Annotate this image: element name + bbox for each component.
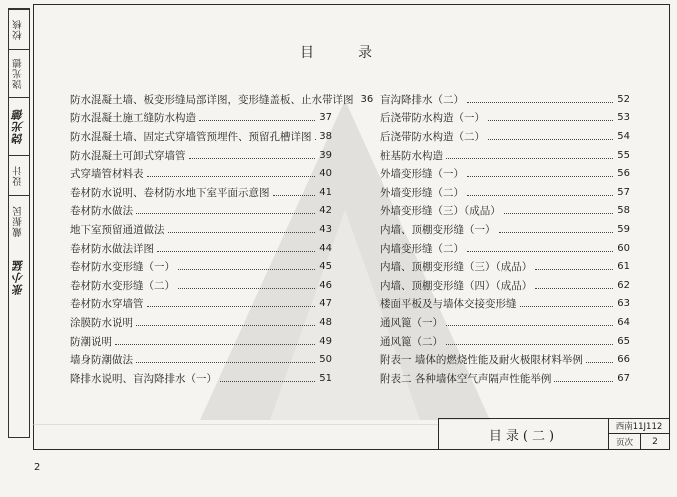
page-title: 目录 [300,45,416,61]
toc-entry [70,332,332,351]
toc-entry-page: 53 [617,112,630,124]
toc-leader-dots [168,232,316,233]
toc-entry-page: 41 [319,186,332,198]
toc-entry [380,350,630,369]
toc-right-column [380,90,630,388]
toc-entry-page: 43 [319,223,332,235]
toc-entry-label: 地下室预留通道做法 [70,223,165,236]
toc-entry-label: 通风篦（二） [380,335,443,348]
toc-entry-label: 防水混凝土墙、板变形缝局部详图，变形缝盖板、止水带详图 [70,93,354,106]
toc-entry-label: 防水混凝土可卸式穿墙管 [70,149,186,162]
toc-leader-dots [147,176,316,177]
title-block-code: 西南11J112 [609,419,669,434]
toc-entry-page: 49 [319,335,332,347]
toc-leader-dots [446,158,613,159]
side-cell-checker-name: 饶光德 [9,49,29,97]
toc-entry-page: 42 [319,205,332,217]
toc-entry-page: 65 [617,335,630,347]
toc-entry [380,146,630,165]
toc-entry-page: 58 [617,205,630,217]
toc-leader-dots [136,325,315,326]
toc-leader-dots [535,269,613,270]
toc-leader-dots [136,362,315,363]
toc-leader-dots [178,288,315,289]
toc-entry-label: 后浇带防水构造（一） [380,112,485,125]
toc-entry-label: 卷材防水变形缝（一） [70,261,175,274]
toc-entry [380,332,630,351]
toc-entry [380,313,630,332]
toc-leader-dots [488,120,613,121]
toc-leader-dots [189,158,316,159]
toc-entry-page: 36 [360,93,374,105]
toc-entry-page: 64 [617,316,630,328]
toc-entry [380,90,630,109]
toc-entry [70,257,332,276]
toc-entry-label: 防水混凝土墙、固定式穿墙管预埋件、预留孔槽详图 [70,130,312,143]
side-cell-designer-name: 戴振民 [9,195,29,247]
toc-entry [380,164,630,183]
toc-entry-label: 通风篦（一） [380,316,443,329]
toc-entry-label: 卷材防水做法详图 [70,242,154,255]
toc-entry-page: 54 [617,130,630,142]
toc-entry-label: 附表一 墙体的燃烧性能及耐火极限材料举例 [380,354,583,367]
title-block-page-number: 2 [652,436,658,447]
toc-entry-label: 防潮说明 [70,335,112,348]
toc-entry [70,202,332,221]
toc-left-column [70,90,374,388]
toc-entry-label: 桩基防水构造 [380,149,443,162]
toc-leader-dots [273,195,316,196]
toc-entry-page: 52 [617,93,630,105]
toc-leader-dots [554,381,613,382]
toc-entry-page: 67 [617,372,630,384]
toc-entry [70,239,332,258]
toc-entry-page: 37 [319,112,332,124]
toc-entry-page: 51 [319,372,332,384]
toc-entry-page: 59 [617,223,630,235]
toc-leader-dots [504,213,614,214]
toc-entry [380,369,630,388]
toc-entry [70,90,374,109]
toc-entry-page: 63 [617,298,630,310]
toc-leader-dots [147,306,316,307]
side-cell-checker-signature: 饶光德 [9,97,29,155]
side-cell-designer-signature: 张小猛 [12,259,25,295]
toc-entry-label: 内墙、顶棚变形缝（四）（成品） [380,279,533,292]
toc-entry-label: 外墙变形缝（一） [380,168,464,181]
toc-leader-dots [115,344,315,345]
toc-entry-page: 62 [617,279,630,291]
sheet-page-number: 2 [34,462,41,473]
toc-entry-page: 50 [319,354,332,366]
toc-entry-label: 外墙变形缝（三）（成品） [380,205,501,218]
title-block [438,418,670,450]
title-block-name: 目录(二) [439,419,609,449]
toc-entry-label: 卷材防水穿墙管 [70,298,144,311]
toc-leader-dots [520,306,614,307]
signature-strip [8,8,30,438]
side-cell-check: 校核 [9,9,29,49]
toc-entry [380,127,630,146]
toc-entry-label: 卷材防水做法 [70,205,133,218]
toc-entry-label: 卷材防水说明、卷材防水地下室平面示意图 [70,186,270,199]
toc-entry [70,127,332,146]
toc-entry-label: 内墙、顶棚变形缝（三）（成品） [380,261,533,274]
toc-leader-dots [467,102,613,103]
toc-leader-dots [499,232,614,233]
toc-entry-page: 60 [617,242,630,254]
toc-entry [70,369,332,388]
toc-entry-page: 66 [617,354,630,366]
toc-entry-label: 式穿墙管材料表 [70,168,144,181]
toc-entry-page: 61 [617,261,630,273]
toc-entry-label: 墙身防潮做法 [70,354,133,367]
toc-entry [380,183,630,202]
toc-leader-dots [535,288,613,289]
toc-leader-dots [586,362,613,363]
toc-entry [380,220,630,239]
toc-leader-dots [488,139,613,140]
toc-leader-dots [199,120,315,121]
toc-leader-dots [220,381,315,382]
toc-entry-label: 楼面平板及与墙体交接变形缝 [380,298,517,311]
toc-entry [380,239,630,258]
toc-entry-page: 44 [319,242,332,254]
toc-entry-label: 附表二 各种墙体空气声隔声性能举例 [380,372,552,385]
toc-leader-dots [467,251,613,252]
toc-entry [380,202,630,221]
toc-entry [70,350,332,369]
toc-entry [70,109,332,128]
toc-entry [70,220,332,239]
toc-entry-page: 40 [319,168,332,180]
toc-entry-label: 卷材防水变形缝（二） [70,279,175,292]
toc-entry [70,183,332,202]
toc-entry-page: 57 [617,186,630,198]
toc-entry-label: 内墙、顶棚变形缝（一） [380,223,496,236]
toc-entry-page: 56 [617,168,630,180]
toc-leader-dots [467,176,613,177]
toc-entry-label: 内墙变形缝（二） [380,242,464,255]
toc-entry-label: 后浇带防水构造（二） [380,130,485,143]
toc-leader-dots [178,269,315,270]
toc-entry [380,257,630,276]
toc-entry [70,146,332,165]
toc-leader-dots [157,251,315,252]
toc-entry-label: 涂膜防水说明 [70,316,133,329]
toc-entry [380,295,630,314]
toc-entry-page: 47 [319,298,332,310]
toc-entry-page: 38 [319,130,332,142]
toc-entry-label: 降排水说明、盲沟降排水（一） [70,372,217,385]
toc-leader-dots [446,325,613,326]
toc-leader-dots [467,195,613,196]
toc-entry [70,276,332,295]
title-block-page-label: 页次 [609,434,641,449]
toc-entry-label: 盲沟降排水（二） [380,93,464,106]
toc-entry [70,313,332,332]
side-cell-design: 设计 [9,155,29,195]
toc-entry [70,164,332,183]
toc-entry-page: 39 [319,149,332,161]
toc-entry-label: 防水混凝土施工缝防水构造 [70,112,196,125]
toc-entry-page: 45 [319,261,332,273]
toc-leader-dots [446,344,613,345]
toc-entry-label: 外墙变形缝（二） [380,186,464,199]
toc-entry [70,295,332,314]
toc-entry-page: 48 [319,316,332,328]
faint-title-block [33,424,438,451]
toc-leader-dots [136,213,315,214]
toc-entry [380,276,630,295]
toc-entry-page: 55 [617,149,630,161]
toc-entry [380,109,630,128]
toc-entry-page: 46 [319,279,332,291]
